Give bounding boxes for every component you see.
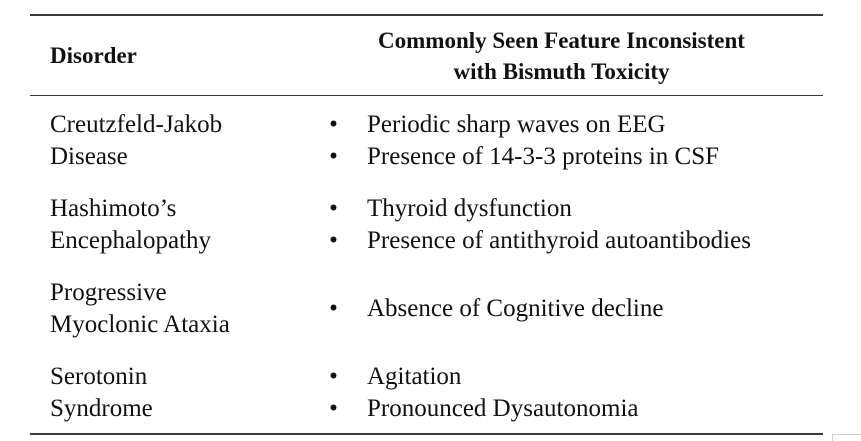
header-disorder: Disorder: [50, 42, 137, 68]
disorder-cell: [30, 361, 300, 425]
feature-text: Absence of Cognitive decline: [367, 295, 664, 322]
bullet-icon: •: [329, 143, 338, 170]
feature-item: [300, 193, 823, 225]
table-row: [30, 277, 823, 341]
table-row: [30, 361, 823, 425]
feature-item: [300, 293, 823, 325]
disorder-name-line: Disease: [50, 143, 128, 170]
feature-text: Periodic sharp waves on EEG: [367, 111, 666, 138]
bullet-icon: •: [329, 195, 338, 222]
disorder-name-line: Myoclonic Ataxia: [50, 311, 230, 338]
bullet-icon: •: [329, 363, 338, 390]
feature-cell: [300, 193, 823, 257]
feature-cell: [300, 293, 823, 325]
feature-text: Presence of 14-3-3 proteins in CSF: [367, 143, 720, 170]
header-feature: [340, 25, 823, 87]
feature-cell: [300, 109, 823, 173]
disorder-name-line: Creutzfeld-Jakob: [50, 111, 223, 138]
bullet-icon: •: [329, 395, 338, 422]
feature-item: [300, 109, 823, 141]
disorder-table: [30, 14, 823, 435]
feature-item: [300, 141, 823, 173]
disorder-name-line: Progressive: [50, 279, 167, 306]
disorder-name-line: Hashimoto’s: [50, 195, 177, 222]
corner-mark: [832, 434, 861, 441]
feature-text: Thyroid dysfunction: [367, 195, 572, 222]
header-feature-line-1: Commonly Seen Feature Inconsistent: [378, 27, 745, 53]
disorder-name-line: Syndrome: [50, 395, 153, 422]
disorder-cell: [30, 193, 300, 257]
bullet-icon: •: [329, 111, 338, 138]
feature-text: Presence of antithyroid autoantibodies: [367, 227, 751, 254]
table-header: [30, 16, 823, 95]
feature-item: [300, 393, 823, 425]
header-feature-line-2: with Bismuth Toxicity: [453, 58, 670, 84]
disorder-cell: [30, 277, 300, 341]
disorder-cell: [30, 109, 300, 173]
table-body: [30, 96, 823, 433]
feature-cell: [300, 361, 823, 425]
bullet-icon: •: [329, 227, 338, 254]
table-bottom-rule: [30, 433, 823, 435]
feature-text: Pronounced Dysautonomia: [367, 395, 639, 422]
bullet-icon: •: [329, 295, 338, 322]
feature-text: Agitation: [367, 363, 462, 390]
disorder-name-line: Serotonin: [50, 363, 148, 390]
table-row: [30, 193, 823, 257]
feature-item: [300, 225, 823, 257]
feature-item: [300, 361, 823, 393]
disorder-name-line: Encephalopathy: [50, 227, 212, 254]
table-row: [30, 109, 823, 173]
